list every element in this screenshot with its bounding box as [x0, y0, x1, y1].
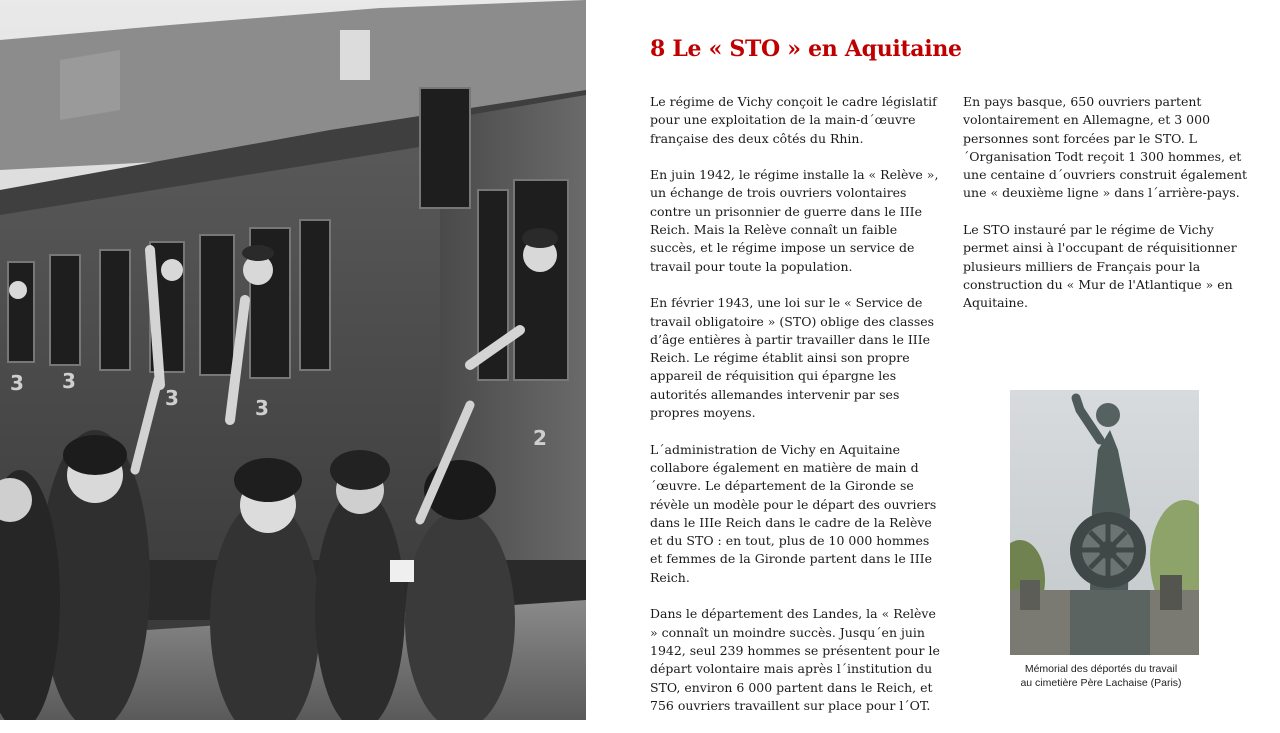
- paragraph: Le régime de Vichy conçoit le cadre législatif pour une exploitation de la main-d´œuvre française des deux côtés du Rhin.: [650, 94, 937, 146]
- svg-text:3: 3: [165, 386, 179, 410]
- paragraph: L´administration de Vichy en Aquitaine collabore également en matière de main d´œuvre. Le département de la Gironde se révèle un modèle pour le départ des ouvriers dans le IIIe Reich dans le cadre de la Relève et du STO : en tout, plus de 10 000 hommes et femmes de la Gironde partent dans le IIIe Reich.: [650, 441, 937, 585]
- paragraph: En février 1943, une loi sur le « Service de travail obligatoire » (STO) oblige des classes d’âge entières à partir travailler dans le IIIe Reich. Le régime établit ainsi son propre appareil de réquisition qui épargne les autorités allemandes intervenir par ses propres moyens.: [650, 295, 935, 421]
- svg-text:2: 2: [533, 426, 547, 450]
- paragraph: Dans le département des Landes, la « Relève » connaît un moindre succès. Jusqu´en juin 1942, seul 239 hommes se présentent pour le départ volontaire mais après l´institution du STO, environ 6 000 partent dans le Reich, et 756 ouvriers travaillent sur place pour l´OT.: [650, 606, 940, 713]
- paragraph: Le STO instauré par le régime de Vichy permet ainsi à l'occupant de réquisitionner plusieurs milliers de Français pour la construction du « Mur de l'Atlantique » en Aquitaine.: [963, 222, 1237, 311]
- svg-text:3: 3: [10, 371, 24, 395]
- svg-text:3: 3: [62, 369, 76, 393]
- text-column-right: [963, 93, 1253, 331]
- memorial-caption: [1000, 662, 1202, 690]
- memorial-photo: [1010, 390, 1199, 655]
- paragraph: En juin 1942, le régime installe la « Relève », un échange de trois ouvriers volontaires contre un prisonnier de guerre dans le IIIe Reich. Mais la Relève connaît un faible succès, et le régime impose un service de travail pour toute la population.: [650, 167, 939, 274]
- caption-line: au cimetière Père Lachaise (Paris): [1020, 677, 1182, 689]
- train-departure-photo: [0, 0, 586, 720]
- text-column-left: [650, 93, 940, 733]
- paragraph: En pays basque, 650 ouvriers partent volontairement en Allemagne, et 3 000 personnes sont forcées par le STO. L´Organisation Todt reçoit 1 300 hommes, et une centaine d´ouvriers construit également une « deuxième ligne » dans l´arrière-pays.: [963, 94, 1248, 201]
- svg-text:3: 3: [255, 396, 269, 420]
- page-title: 8 Le « STO » en Aquitaine: [650, 36, 962, 62]
- caption-line: Mémorial des déportés du travail: [1024, 663, 1178, 675]
